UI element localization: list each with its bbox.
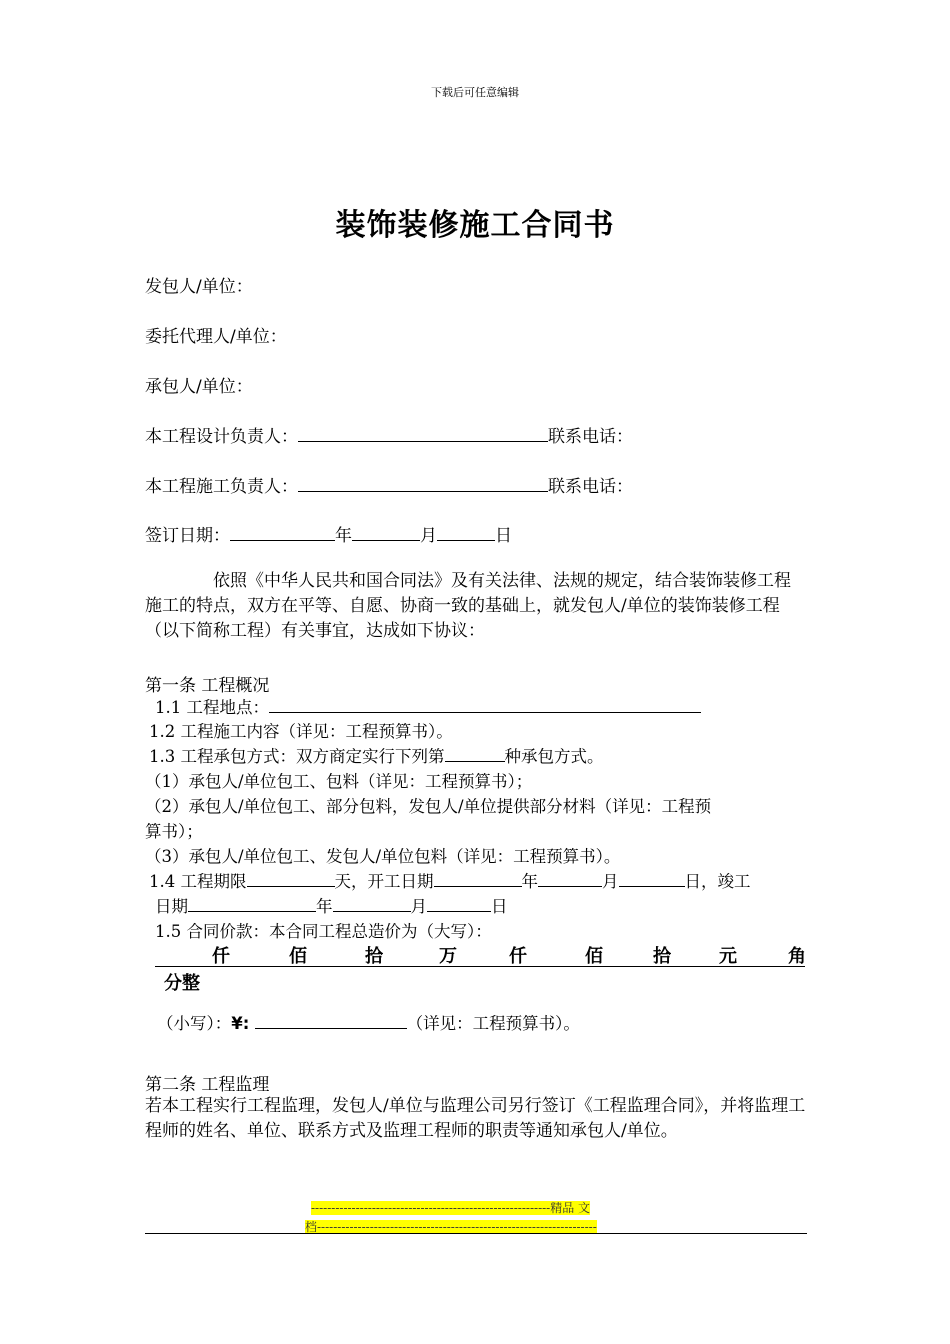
start-year-text: 年 bbox=[521, 872, 538, 891]
construction-lead-phone-label: 联系电话： bbox=[548, 477, 633, 497]
sign-year-blank[interactable] bbox=[230, 524, 335, 541]
item-1-3 bbox=[149, 743, 604, 767]
design-lead-row bbox=[145, 422, 633, 447]
item-1-3-label: 1.3 工程承包方式：双方商定实行下列第 bbox=[149, 747, 445, 766]
article2-heading: 第二条 工程监理 bbox=[145, 1075, 270, 1095]
duration-blank[interactable] bbox=[247, 870, 335, 887]
footer-mark-line2: 档--------------------------------------------------------------------- bbox=[305, 1220, 597, 1234]
article2-body: 若本工程实行工程监理，发包人/单位与监理公司另行签订《工程监理合同》，并将监理工程师的姓名、单位、联系方式及监理工程师的职责等通知承包人/单位。 bbox=[145, 1096, 806, 1141]
item-1-4-label: 1.4 工程期限 bbox=[149, 872, 247, 891]
finish-year-blank[interactable] bbox=[188, 895, 316, 912]
sign-day-text: 日 bbox=[495, 526, 512, 546]
small-suffix: （详见：工程预算书）。 bbox=[406, 1014, 580, 1033]
unit-shi-1: 拾 bbox=[365, 946, 383, 967]
finish-day-blank[interactable] bbox=[427, 895, 491, 912]
unit-qian-1: 仟 bbox=[212, 946, 230, 967]
sign-month-text: 月 bbox=[420, 526, 437, 546]
item-1-4-start: 天，开工日期 bbox=[334, 872, 434, 891]
option-3: （3）承包人/单位包工、发包人/单位包料（详见：工程预算书）。 bbox=[145, 847, 621, 866]
footer-rule bbox=[145, 1233, 807, 1234]
unit-jiao: 角 bbox=[788, 946, 806, 967]
unit-qian-2: 仟 bbox=[509, 946, 527, 967]
finish-year-text: 年 bbox=[316, 897, 333, 916]
sign-year-text: 年 bbox=[335, 526, 352, 546]
start-year-blank[interactable] bbox=[434, 870, 522, 887]
sign-day-blank[interactable] bbox=[437, 524, 495, 541]
amount-tail: 分整 bbox=[164, 973, 200, 994]
item-1-4-finish: 日，竣工 bbox=[684, 872, 751, 891]
start-month-blank[interactable] bbox=[538, 870, 602, 887]
amount-small-blank[interactable] bbox=[255, 1012, 407, 1029]
article1-heading: 第一条 工程概况 bbox=[145, 676, 270, 696]
sign-month-blank[interactable] bbox=[352, 524, 420, 541]
employer-label: 发包人/单位： bbox=[145, 277, 253, 297]
sign-date-label: 签订日期： bbox=[145, 526, 230, 546]
item-1-5: 1.5 合同价款：本合同工程总造价为（大写）： bbox=[155, 922, 492, 941]
footer-mark-line1: -----------------------------------------------------------精品 文 bbox=[311, 1201, 591, 1215]
unit-yuan: 元 bbox=[719, 946, 737, 967]
intro-paragraph: 依照《中华人民共和国合同法》及有关法律、法规的规定，结合装饰装修工程施工的特点，双方在平等、自愿、协商一致的基础上，就发包人/单位的装饰装修工程（以下简称工程）有关事宜，达成如下协议： bbox=[145, 571, 791, 641]
page-title: 装饰装修施工合同书 bbox=[335, 208, 615, 243]
unit-bai-2: 佰 bbox=[585, 946, 603, 967]
item-1-2: 1.2 工程施工内容（详见：工程预算书）。 bbox=[149, 722, 453, 741]
unit-bai-1: 佰 bbox=[289, 946, 307, 967]
item-1-1-label: 1.1 工程地点： bbox=[155, 698, 269, 717]
yen-colon: : bbox=[242, 1014, 250, 1033]
contractor-label: 承包人/单位： bbox=[145, 377, 253, 397]
header-note: 下载后可任意编辑 bbox=[431, 86, 519, 99]
construction-lead-row bbox=[145, 472, 633, 497]
start-day-blank[interactable] bbox=[619, 870, 685, 887]
item-1-3-suffix: 种承包方式。 bbox=[504, 747, 604, 766]
amount-capital-row[interactable] bbox=[155, 942, 805, 967]
construction-lead-label: 本工程施工负责人： bbox=[145, 477, 298, 497]
site-blank[interactable] bbox=[269, 696, 701, 713]
design-lead-blank[interactable] bbox=[298, 425, 548, 442]
item-1-1 bbox=[155, 694, 701, 718]
item-1-4-line1 bbox=[149, 868, 751, 892]
sign-date-row bbox=[145, 521, 512, 546]
agent-label: 委托代理人/单位： bbox=[145, 327, 287, 347]
start-month-text: 月 bbox=[602, 872, 619, 891]
unit-wan: 万 bbox=[439, 946, 457, 967]
construction-lead-blank[interactable] bbox=[298, 475, 548, 492]
option-2-line1: （2）承包人/单位包工、部分包料，发包人/单位提供部分材料（详见：工程预 bbox=[145, 797, 712, 816]
finish-date-label: 日期 bbox=[155, 897, 188, 916]
finish-month-text: 月 bbox=[410, 897, 427, 916]
yen-sign: ¥ bbox=[231, 1014, 243, 1033]
amount-small-row bbox=[157, 1010, 580, 1034]
design-lead-phone-label: 联系电话： bbox=[548, 427, 633, 447]
design-lead-label: 本工程设计负责人： bbox=[145, 427, 298, 447]
item-1-4-line2 bbox=[155, 893, 508, 917]
unit-shi-2: 拾 bbox=[653, 946, 671, 967]
finish-day-text: 日 bbox=[491, 897, 508, 916]
small-label: （小写）： bbox=[157, 1014, 232, 1033]
finish-month-blank[interactable] bbox=[333, 895, 411, 912]
option-1: （1）承包人/单位包工、包料（详见：工程预算书）； bbox=[145, 772, 533, 791]
contract-mode-blank[interactable] bbox=[445, 745, 505, 762]
option-2-line2: 算书）； bbox=[145, 822, 203, 841]
